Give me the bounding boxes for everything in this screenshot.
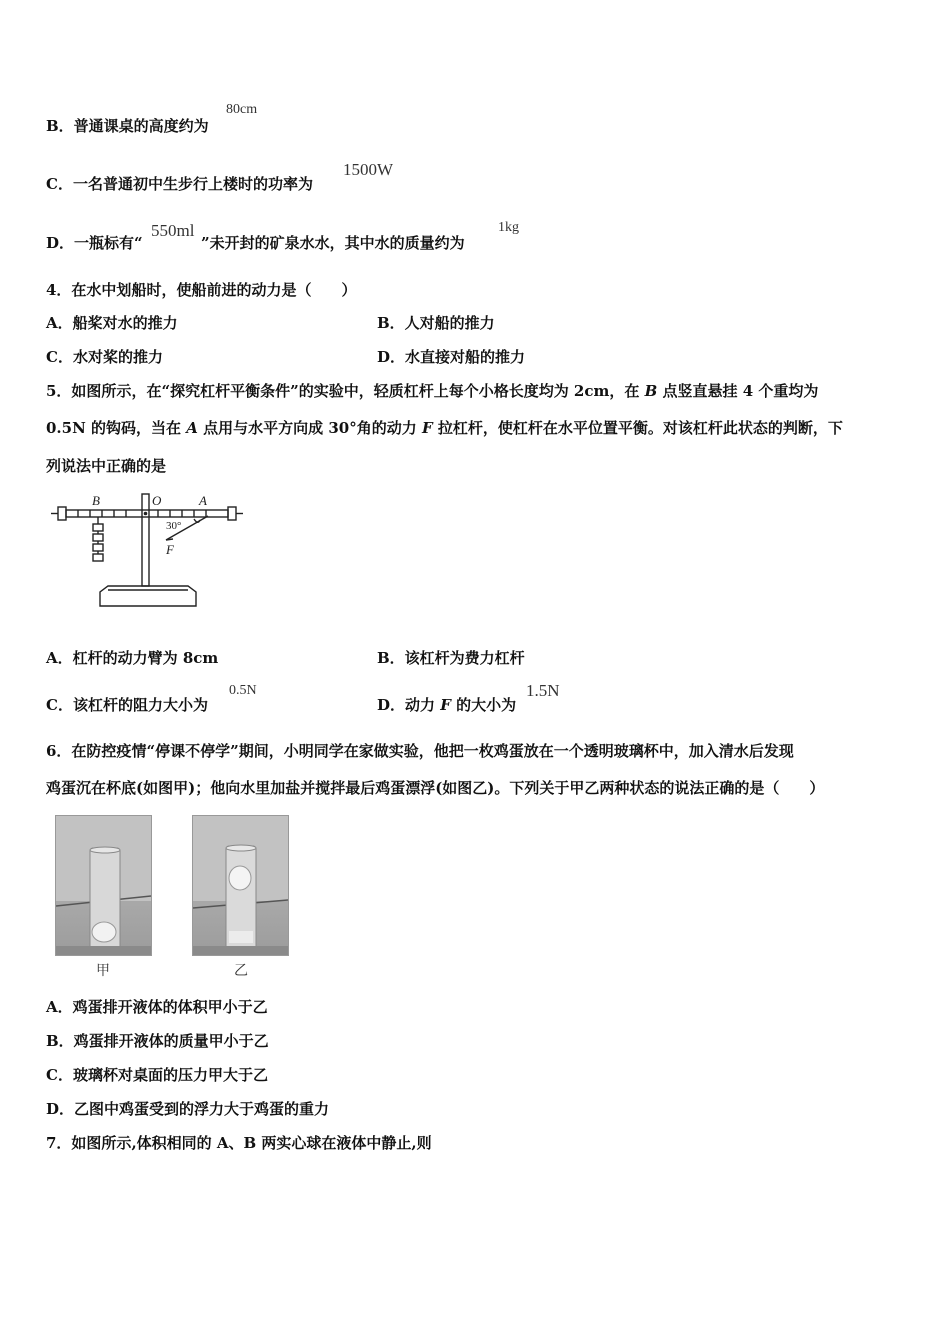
q6-option-a: A．鸡蛋排开液体的体积甲小于乙 [46,998,268,1016]
lever-diagram [48,488,248,616]
fig-label-angle: 30° [166,520,182,532]
weight-3 [93,544,103,551]
fig-label-f: F [166,542,174,557]
q5-option-d [377,695,516,715]
q5-option-d-text-2: 的大小为 [450,696,517,714]
q3-option-b [46,116,209,136]
fig-label-a: A [199,493,207,508]
q5-line2-part-c: 点用与水平方向成 30°角的动力 [197,419,422,437]
q5-stem-line-2 [46,418,843,438]
q7-stem: 7．如图所示,体积相同的 A、B 两实心球在液体中静止,则 [46,1134,432,1152]
q5-line2-force-f: F [421,419,433,437]
q3-option-c-text: C．一名普通初中生步行上楼时的功率为 [46,175,313,193]
photo-jia [55,815,152,956]
lever-stand-base [100,586,196,606]
q4-option-b: B．人对船的推力 [377,314,495,332]
pivot-point [144,512,148,516]
q5-stem-line-3: 列说法中正确的是 [46,457,167,475]
q5-option-a: A．杠杆的动力臂为 8cm [46,649,219,667]
caption-jia: 甲 [96,963,110,979]
q3-option-d-cont [201,233,465,253]
weight-1 [93,524,103,531]
egg-yi [229,866,251,890]
q5-option-c: C．该杠杆的阻力大小为 [46,696,208,714]
q5-line1-part-c: 点竖直悬挂 4 个重均为 [657,382,819,400]
lever-right-knob [228,507,236,520]
q5-option-d-text-1: D．动力 [377,696,441,714]
photo-yi [192,815,289,956]
q4-option-a: A．船桨对水的推力 [46,314,178,332]
q3-option-b-text: B．普通课桌的高度约为 [46,117,209,135]
q5-line2-point-a: A [186,419,198,437]
q4-option-c: C．水对桨的推力 [46,348,163,366]
q4-option-d: D．水直接对船的推力 [377,348,526,366]
q3-option-d-text-1: D．一瓶标有“ [46,234,143,252]
q3-option-d-text-2: ”未开封的矿泉水水，其中水的质量约为 [201,234,465,252]
q5-option-d-force: F [440,696,451,714]
q4-stem: 4．在水中划船时，使船前进的动力是（ ） [46,281,357,299]
q3-option-c [46,174,313,194]
weight-2 [93,534,103,541]
weight-4 [93,554,103,561]
lever-left-knob [58,507,66,520]
q6-option-d: D．乙图中鸡蛋受到的浮力大于鸡蛋的重力 [46,1100,330,1118]
q6-stem-line-2: 鸡蛋沉在杯底(如图甲)；他向水里加盐并搅拌最后鸡蛋漂浮(如图乙)。下列关于甲乙两种状态的说法正确的是（ ） [46,779,825,797]
q3-option-c-value: 1500W [343,160,394,179]
q6-option-c: C．玻璃杯对桌面的压力甲大于乙 [46,1066,268,1084]
q6-stem-line-1: 6．在防控疫情“停课不停学”期间，小明同学在家做实验，他把一枚鸡蛋放在一个透明玻璃杯中，加入清水后发现 [46,742,794,760]
q6-option-b: B．鸡蛋排开液体的质量甲小于乙 [46,1032,269,1050]
q3-option-d-value-2: 1kg [498,220,519,235]
q5-option-b: B．该杠杆为费力杠杆 [377,649,525,667]
caption-yi: 乙 [234,963,248,979]
q5-line1-part-a: 5．如图所示，在“探究杠杆平衡条件”的实验中，轻质杠杆上每个小格长度均为 2cm，在 [46,382,645,400]
egg-jia [92,922,116,942]
fig-label-o: O [152,493,162,508]
lever-stand-post [142,494,149,586]
q3-option-d [46,233,143,253]
q5-line1-point-b: B [644,382,658,400]
q3-option-d-value-1: 550ml [151,221,195,240]
q5-line2-part-a: 0.5N 的钩码，当在 [46,419,187,437]
q3-option-b-value: 80cm [226,102,258,117]
q5-option-d-value: 1.5N [526,681,560,700]
q5-option-c-value: 0.5N [229,683,257,698]
fig-label-b: B [92,493,100,508]
q5-stem-line-1 [46,381,818,401]
q5-line2-part-e: 拉杠杆，使杠杆在水平位置平衡。对该杠杆此状态的判断，下 [432,419,843,437]
